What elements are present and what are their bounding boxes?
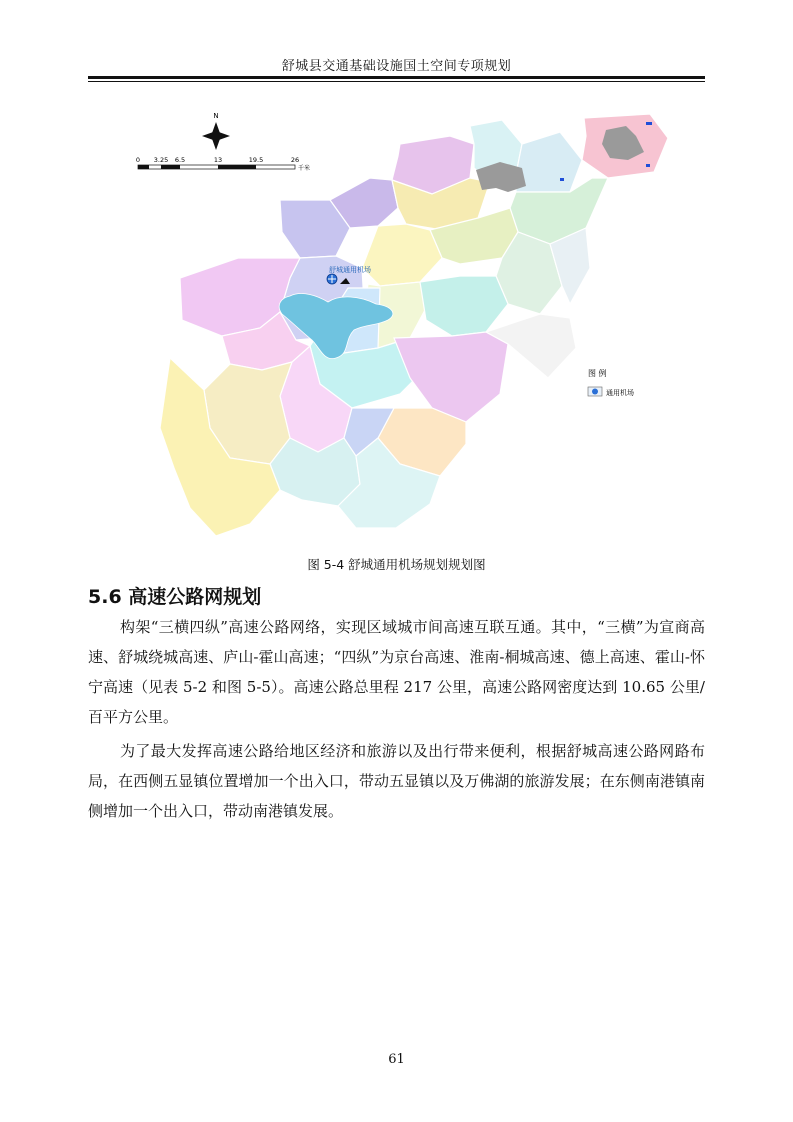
scale-unit: 千米 [298,165,311,172]
legend-item-label: 通用机场 [606,389,634,397]
airport-planning-map [130,108,670,544]
north-arrow-icon [202,112,230,150]
scale-label: 3.25 [153,156,169,164]
legend [588,368,634,397]
page-number: 61 [388,1052,405,1067]
county-regions [160,114,668,536]
legend-title: 图 例 [588,369,607,378]
scale-label: 0 [135,156,141,164]
running-header: 舒城县交通基础设施国土空间专项规划 [281,59,512,74]
scale-bar [136,156,310,172]
section-heading: 5.6 高速公路网规划 [88,586,262,608]
north-label: N [213,112,219,120]
airport-label: 舒城通用机场 [329,266,371,274]
paragraph: 构架“三横四纵”高速公路网络，实现区域城市间高速互联互通。其中，“三横”为宣商高速、舒城绕城高速、庐山-霍山高速；“四纵”为京台高速、淮南-桐城高速、德上高速、霍山-怀宁高速（见表 5-2 和图 5-5）。高速公路总里程 217 公里，高速公路网密度达到 10.65 公里/百平方公里。 [88,618,705,726]
header-rule-thick [88,76,705,79]
header-rule-thin [88,81,705,82]
scale-label: 26 [290,156,300,164]
scale-label: 6.5 [174,156,186,164]
scale-label: 13 [213,156,223,164]
scale-label: 19.5 [248,156,264,164]
paragraph: 为了最大发挥高速公路给地区经济和旅游以及出行带来便利，根据舒城高速公路网路布局，在西侧五显镇位置增加一个出入口，带动五显镇以及万佛湖的旅游发展；在东侧南港镇南侧增加一个出入口，带动南港镇发展。 [88,742,705,820]
legend-airport-icon [592,389,598,395]
figure-caption: 图 5-4 舒城通用机场规划规划图 [307,557,486,572]
